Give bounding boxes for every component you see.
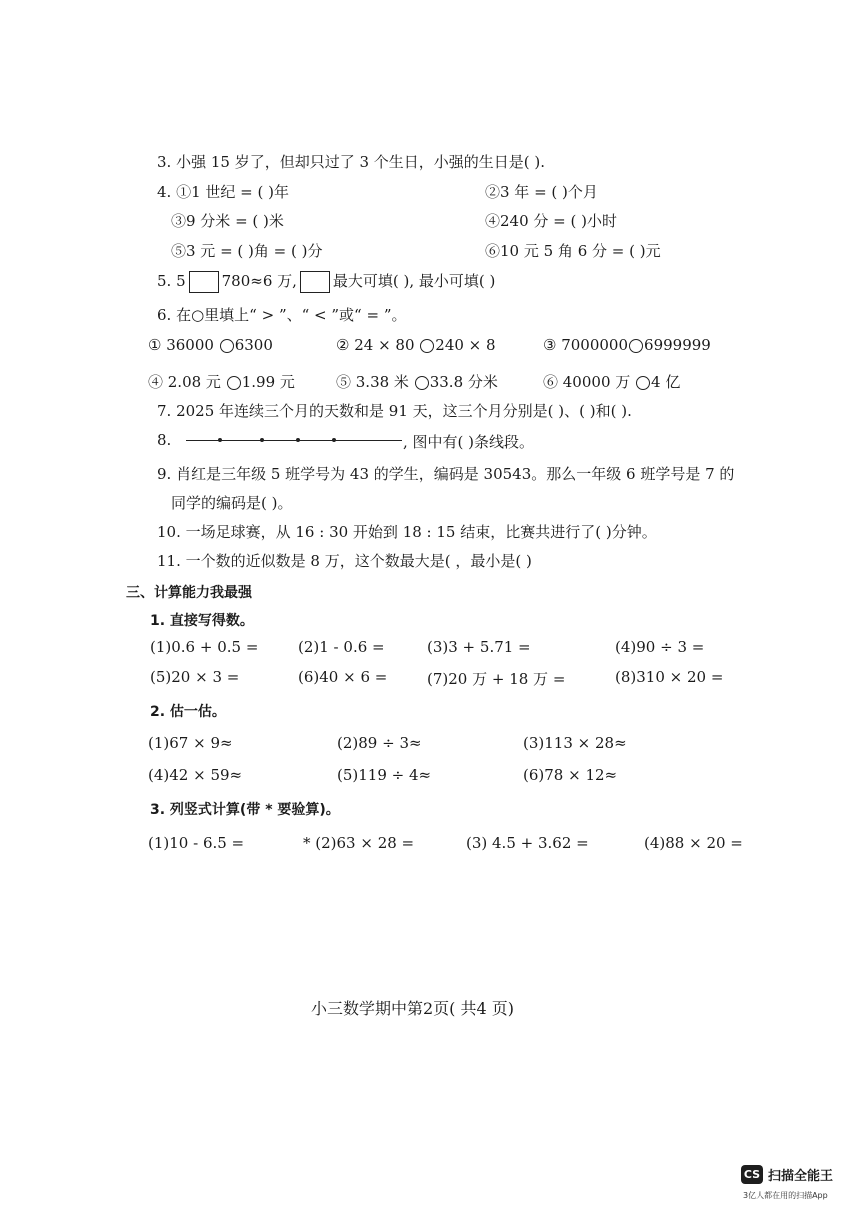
question-4-part-2: ②3 年 = ( )个月: [485, 183, 598, 201]
compare-1: [148, 336, 273, 354]
compare-1-left: ① 36000: [148, 336, 214, 354]
question-10: 10. 一场足球赛，从 16 : 30 开始到 18 : 15 结束，比赛共进行了( )分钟。: [157, 523, 657, 541]
estimate-item: (3)113 × 28≈: [523, 734, 627, 752]
question-5: [157, 270, 495, 293]
part-3-title: 3. 列竖式计算(带 * 要验算)。: [150, 802, 340, 818]
mental-math-item: (5)20 × 3 =: [150, 668, 240, 686]
compare-2: [336, 336, 496, 354]
compare-circle[interactable]: [636, 376, 650, 390]
compare-circle[interactable]: [420, 339, 434, 353]
part-2-title: 2. 估一估。: [150, 704, 226, 720]
blank-box[interactable]: [189, 271, 219, 293]
vertical-calc-item: (3) 4.5 + 3.62 =: [466, 834, 589, 852]
question-7: 7. 2025 年连续三个月的天数和是 91 天，这三个月分别是( )、( )和( ).: [157, 402, 632, 420]
question-9-line-2: 同学的编码是( )。: [171, 494, 293, 512]
compare-2-right: 240 × 8: [435, 336, 496, 354]
question-4-part-1: 4. ①1 世纪 = ( )年: [157, 183, 289, 201]
compare-2-left: ② 24 × 80: [336, 336, 415, 354]
compare-3-right: 6999999: [644, 336, 711, 354]
question-4-part-6: ⑥10 元 5 角 6 分 = ( )元: [485, 242, 661, 260]
part-1-title: 1. 直接写得数。: [150, 613, 254, 629]
compare-4: [148, 371, 295, 392]
section-3-title: 三、计算能力我最强: [126, 585, 252, 601]
question-9-line-1: 9. 肖红是三年级 5 班学号为 43 的学生，编码是 30543。那么一年级 6 班学号是 7 的: [157, 465, 735, 483]
compare-5-right: 33.8 分米: [429, 373, 498, 391]
mental-math-item: (2)1 - 0.6 =: [298, 638, 385, 656]
compare-6-left: ⑥ 40000 万: [543, 373, 631, 391]
compare-5-left: ⑤ 3.38 米: [336, 373, 409, 391]
mental-math-item: (7)20 万 + 18 万 =: [427, 670, 566, 688]
compare-circle[interactable]: [415, 376, 429, 390]
segment-point: [218, 438, 222, 442]
brand-tagline: 3亿人都在用的扫描App: [743, 1191, 828, 1200]
mental-math-item: (6)40 × 6 =: [298, 668, 388, 686]
question-4-part-5: ⑤3 元 = ( )角 = ( )分: [171, 242, 323, 260]
question-8-label: 8.: [157, 431, 172, 449]
question-5-suffix: 最大可填( ), 最小可填( ): [332, 272, 496, 290]
compare-5: [336, 371, 498, 392]
estimate-item: (5)119 ÷ 4≈: [337, 766, 432, 784]
page-footer: 小三数学期中第2页( 共4 页): [311, 999, 515, 1018]
estimate-item: (2)89 ÷ 3≈: [337, 734, 422, 752]
question-4-part-3: ③9 分米 = ( )米: [171, 212, 284, 230]
compare-3-left: ③ 7000000: [543, 336, 629, 354]
question-5-middle: 780≈6 万,: [221, 272, 297, 290]
mental-math-item: (8)310 × 20 =: [615, 668, 724, 686]
compare-6-right: 4 亿: [651, 373, 681, 391]
blank-box[interactable]: [300, 271, 330, 293]
question-3: 3. 小强 15 岁了，但却只过了 3 个生日，小强的生日是( ).: [157, 153, 546, 171]
vertical-calc-item: (1)10 - 6.5 =: [148, 834, 245, 852]
estimate-item: (1)67 × 9≈: [148, 734, 233, 752]
compare-circle[interactable]: [227, 376, 241, 390]
vertical-calc-item: * (2)63 × 28 =: [303, 834, 415, 852]
segment-point: [260, 438, 264, 442]
vertical-calc-item: (4)88 × 20 =: [644, 834, 743, 852]
mental-math-item: (3)3 + 5.71 =: [427, 638, 531, 656]
estimate-item: (4)42 × 59≈: [148, 766, 243, 784]
compare-circle[interactable]: [220, 339, 234, 353]
segment-point: [296, 438, 300, 442]
question-11: 11. 一个数的近似数是 8 万，这个数最大是( ，最小是( ): [157, 552, 532, 570]
compare-6: [543, 371, 680, 392]
question-5-prefix: 5. 5: [157, 272, 186, 290]
mental-math-item: (1)0.6 + 0.5 =: [150, 638, 259, 656]
compare-4-left: ④ 2.08 元: [148, 373, 221, 391]
compare-circle[interactable]: [629, 339, 643, 353]
segment-point: [332, 438, 336, 442]
question-4-part-4: ④240 分 = ( )小时: [485, 212, 617, 230]
question-8-text: , 图中有( )条线段。: [403, 433, 535, 451]
compare-3: [543, 336, 711, 354]
compare-1-right: 6300: [234, 336, 273, 354]
camscanner-logo-icon: CS: [741, 1165, 763, 1184]
mental-math-item: (4)90 ÷ 3 =: [615, 638, 705, 656]
question-6: 6. 在○里填上“ > ”、“ < ”或“ = ”。: [157, 306, 407, 324]
estimate-item: (6)78 × 12≈: [523, 766, 618, 784]
brand-name: 扫描全能王: [768, 1169, 834, 1184]
compare-4-right: 1.99 元: [241, 373, 295, 391]
